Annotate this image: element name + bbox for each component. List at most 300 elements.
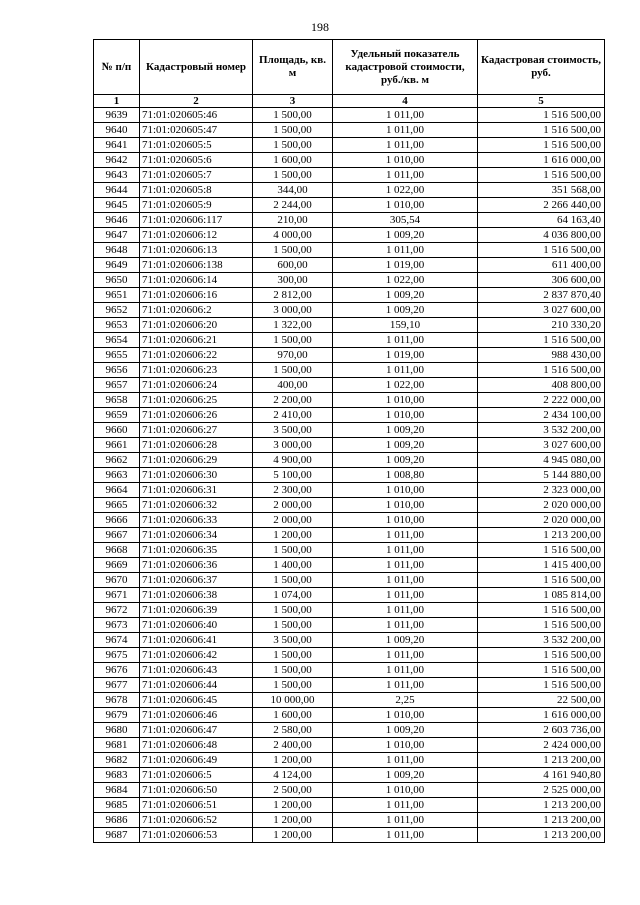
area-cell: 400,00 [253,378,333,393]
column-number: 4 [333,95,478,108]
column-number: 2 [140,95,253,108]
row-number-cell: 9658 [94,393,140,408]
unit-value-cell: 1 009,20 [333,288,478,303]
cadastral-number-cell: 71:01:020606:12 [140,228,253,243]
area-cell: 1 500,00 [253,678,333,693]
unit-value-cell: 1 019,00 [333,258,478,273]
area-cell: 1 322,00 [253,318,333,333]
unit-value-cell: 1 009,20 [333,723,478,738]
cadastral-number-cell: 71:01:020606:38 [140,588,253,603]
cadastral-value-cell: 2 434 100,00 [478,408,605,423]
unit-value-cell: 1 010,00 [333,198,478,213]
table-row [94,708,605,723]
cadastral-number-cell: 71:01:020606:31 [140,483,253,498]
unit-value-cell: 1 011,00 [333,138,478,153]
cadastral-value-cell: 1 516 500,00 [478,543,605,558]
table-row [94,528,605,543]
cadastral-number-cell: 71:01:020606:13 [140,243,253,258]
unit-value-cell: 1 009,20 [333,453,478,468]
cadastral-value-cell: 1 213 200,00 [478,798,605,813]
area-cell: 1 600,00 [253,708,333,723]
table-row [94,198,605,213]
area-cell: 2 500,00 [253,783,333,798]
area-cell: 2 000,00 [253,513,333,528]
table-row [94,303,605,318]
cadastral-number-cell: 71:01:020606:45 [140,693,253,708]
cadastral-number-cell: 71:01:020606:27 [140,423,253,438]
row-number-cell: 9649 [94,258,140,273]
unit-value-cell: 1 011,00 [333,663,478,678]
cadastral-value-cell: 210 330,20 [478,318,605,333]
row-number-cell: 9641 [94,138,140,153]
area-cell: 2 300,00 [253,483,333,498]
header-cadastral-value: Кадастровая стоимость, руб. [478,40,605,95]
unit-value-cell: 2,25 [333,693,478,708]
area-cell: 1 400,00 [253,558,333,573]
table-row [94,498,605,513]
area-cell: 1 500,00 [253,663,333,678]
unit-value-cell: 1 010,00 [333,708,478,723]
cadastral-number-cell: 71:01:020606:39 [140,603,253,618]
table-row [94,813,605,828]
unit-value-cell: 1 009,20 [333,633,478,648]
cadastral-number-cell: 71:01:020606:20 [140,318,253,333]
cadastral-value-cell: 408 800,00 [478,378,605,393]
table-row [94,228,605,243]
area-cell: 4 124,00 [253,768,333,783]
row-number-cell: 9659 [94,408,140,423]
unit-value-cell: 1 010,00 [333,483,478,498]
cadastral-value-cell: 4 161 940,80 [478,768,605,783]
cadastral-number-cell: 71:01:020606:49 [140,753,253,768]
row-number-cell: 9670 [94,573,140,588]
cadastral-value-cell: 4 945 080,00 [478,453,605,468]
header-unit-value: Удельный показатель кадастровой стоимости, руб./кв. м [333,40,478,95]
table-row [94,678,605,693]
cadastral-number-cell: 71:01:020605:9 [140,198,253,213]
cadastral-value-cell: 22 500,00 [478,693,605,708]
cadastral-number-cell: 71:01:020606:50 [140,783,253,798]
cadastral-number-cell: 71:01:020605:8 [140,183,253,198]
unit-value-cell: 1 011,00 [333,333,478,348]
row-number-cell: 9653 [94,318,140,333]
cadastral-number-cell: 71:01:020606:5 [140,768,253,783]
row-number-cell: 9667 [94,528,140,543]
row-number-cell: 9675 [94,648,140,663]
table-row [94,318,605,333]
cadastral-value-cell: 1 516 500,00 [478,648,605,663]
unit-value-cell: 1 011,00 [333,828,478,843]
area-cell: 3 500,00 [253,423,333,438]
area-cell: 2 580,00 [253,723,333,738]
cadastral-value-cell: 611 400,00 [478,258,605,273]
table-row [94,558,605,573]
table-row [94,828,605,843]
row-number-cell: 9680 [94,723,140,738]
row-number-cell: 9650 [94,273,140,288]
cadastral-number-cell: 71:01:020606:42 [140,648,253,663]
cadastral-value-cell: 1 516 500,00 [478,573,605,588]
unit-value-cell: 1 019,00 [333,348,478,363]
column-number-row [94,95,605,108]
row-number-cell: 9657 [94,378,140,393]
area-cell: 1 200,00 [253,753,333,768]
cadastral-number-cell: 71:01:020606:51 [140,798,253,813]
table-row [94,483,605,498]
area-cell: 3 500,00 [253,633,333,648]
row-number-cell: 9677 [94,678,140,693]
unit-value-cell: 1 010,00 [333,498,478,513]
cadastral-value-cell: 1 415 400,00 [478,558,605,573]
row-number-cell: 9663 [94,468,140,483]
cadastral-value-cell: 3 027 600,00 [478,438,605,453]
table-row [94,618,605,633]
area-cell: 1 500,00 [253,138,333,153]
unit-value-cell: 1 011,00 [333,588,478,603]
column-number: 5 [478,95,605,108]
cadastral-value-cell: 351 568,00 [478,183,605,198]
area-cell: 1 500,00 [253,333,333,348]
row-number-cell: 9656 [94,363,140,378]
row-number-cell: 9666 [94,513,140,528]
cadastral-value-cell: 2 837 870,40 [478,288,605,303]
unit-value-cell: 1 011,00 [333,543,478,558]
unit-value-cell: 1 010,00 [333,513,478,528]
cadastral-number-cell: 71:01:020606:52 [140,813,253,828]
cadastral-table [93,39,605,843]
table-row [94,123,605,138]
table-row [94,588,605,603]
cadastral-value-cell: 1 516 500,00 [478,663,605,678]
unit-value-cell: 1 011,00 [333,363,478,378]
unit-value-cell: 1 009,20 [333,228,478,243]
cadastral-value-cell: 306 600,00 [478,273,605,288]
unit-value-cell: 1 011,00 [333,813,478,828]
cadastral-value-cell: 2 525 000,00 [478,783,605,798]
area-cell: 1 500,00 [253,648,333,663]
table-row [94,468,605,483]
area-cell: 5 100,00 [253,468,333,483]
area-cell: 3 000,00 [253,303,333,318]
unit-value-cell: 1 011,00 [333,168,478,183]
table-row [94,798,605,813]
cadastral-value-cell: 2 222 000,00 [478,393,605,408]
row-number-cell: 9652 [94,303,140,318]
table-row [94,663,605,678]
unit-value-cell: 1 010,00 [333,738,478,753]
cadastral-number-cell: 71:01:020606:33 [140,513,253,528]
area-cell: 1 500,00 [253,243,333,258]
row-number-cell: 9676 [94,663,140,678]
row-number-cell: 9685 [94,798,140,813]
unit-value-cell: 159,10 [333,318,478,333]
unit-value-cell: 1 011,00 [333,108,478,123]
unit-value-cell: 305,54 [333,213,478,228]
row-number-cell: 9683 [94,768,140,783]
cadastral-value-cell: 1 516 500,00 [478,678,605,693]
area-cell: 1 200,00 [253,798,333,813]
table-row [94,768,605,783]
unit-value-cell: 1 008,80 [333,468,478,483]
area-cell: 1 500,00 [253,363,333,378]
cadastral-value-cell: 988 430,00 [478,348,605,363]
header-row [94,40,605,95]
area-cell: 2 400,00 [253,738,333,753]
area-cell: 4 900,00 [253,453,333,468]
cadastral-value-cell: 1 516 500,00 [478,168,605,183]
cadastral-number-cell: 71:01:020606:40 [140,618,253,633]
cadastral-value-cell: 4 036 800,00 [478,228,605,243]
table-row [94,153,605,168]
cadastral-number-cell: 71:01:020606:14 [140,273,253,288]
area-cell: 2 200,00 [253,393,333,408]
cadastral-number-cell: 71:01:020606:46 [140,708,253,723]
cadastral-number-cell: 71:01:020606:28 [140,438,253,453]
cadastral-value-cell: 1 516 500,00 [478,603,605,618]
cadastral-number-cell: 71:01:020606:26 [140,408,253,423]
area-cell: 2 244,00 [253,198,333,213]
unit-value-cell: 1 011,00 [333,603,478,618]
area-cell: 300,00 [253,273,333,288]
row-number-cell: 9665 [94,498,140,513]
unit-value-cell: 1 011,00 [333,123,478,138]
table-row [94,513,605,528]
cadastral-number-cell: 71:01:020606:32 [140,498,253,513]
table-row [94,543,605,558]
row-number-cell: 9681 [94,738,140,753]
cadastral-value-cell: 1 616 000,00 [478,153,605,168]
area-cell: 1 500,00 [253,603,333,618]
area-cell: 1 200,00 [253,813,333,828]
table-row [94,693,605,708]
cadastral-value-cell: 2 323 000,00 [478,483,605,498]
row-number-cell: 9671 [94,588,140,603]
row-number-cell: 9674 [94,633,140,648]
unit-value-cell: 1 011,00 [333,753,478,768]
cadastral-number-cell: 71:01:020605:5 [140,138,253,153]
unit-value-cell: 1 022,00 [333,183,478,198]
unit-value-cell: 1 022,00 [333,273,478,288]
cadastral-value-cell: 1 085 814,00 [478,588,605,603]
cadastral-value-cell: 1 213 200,00 [478,813,605,828]
cadastral-number-cell: 71:01:020606:36 [140,558,253,573]
table-row [94,633,605,648]
unit-value-cell: 1 010,00 [333,408,478,423]
cadastral-number-cell: 71:01:020606:29 [140,453,253,468]
area-cell: 210,00 [253,213,333,228]
cadastral-number-cell: 71:01:020606:48 [140,738,253,753]
table-row [94,573,605,588]
cadastral-number-cell: 71:01:020606:37 [140,573,253,588]
table-row [94,783,605,798]
row-number-cell: 9660 [94,423,140,438]
column-number: 3 [253,95,333,108]
table-row [94,378,605,393]
header-cadastral-number: Кадастровый номер [140,40,253,95]
unit-value-cell: 1 009,20 [333,303,478,318]
row-number-cell: 9646 [94,213,140,228]
row-number-cell: 9682 [94,753,140,768]
cadastral-value-cell: 1 213 200,00 [478,528,605,543]
cadastral-value-cell: 3 532 200,00 [478,633,605,648]
area-cell: 1 200,00 [253,528,333,543]
cadastral-number-cell: 71:01:020606:53 [140,828,253,843]
cadastral-value-cell: 1 213 200,00 [478,828,605,843]
cadastral-number-cell: 71:01:020606:30 [140,468,253,483]
row-number-cell: 9645 [94,198,140,213]
area-cell: 4 000,00 [253,228,333,243]
row-number-cell: 9678 [94,693,140,708]
unit-value-cell: 1 011,00 [333,573,478,588]
area-cell: 10 000,00 [253,693,333,708]
cadastral-number-cell: 71:01:020606:25 [140,393,253,408]
table-row [94,243,605,258]
row-number-cell: 9673 [94,618,140,633]
table-row [94,333,605,348]
unit-value-cell: 1 011,00 [333,618,478,633]
unit-value-cell: 1 010,00 [333,783,478,798]
area-cell: 2 410,00 [253,408,333,423]
unit-value-cell: 1 009,20 [333,768,478,783]
table-row [94,288,605,303]
unit-value-cell: 1 011,00 [333,558,478,573]
cadastral-number-cell: 71:01:020606:35 [140,543,253,558]
cadastral-value-cell: 1 516 500,00 [478,123,605,138]
cadastral-value-cell: 2 266 440,00 [478,198,605,213]
row-number-cell: 9651 [94,288,140,303]
cadastral-number-cell: 71:01:020605:7 [140,168,253,183]
table-row [94,453,605,468]
unit-value-cell: 1 011,00 [333,243,478,258]
cadastral-number-cell: 71:01:020605:47 [140,123,253,138]
cadastral-number-cell: 71:01:020606:23 [140,363,253,378]
cadastral-number-cell: 71:01:020606:47 [140,723,253,738]
table-row [94,738,605,753]
row-number-cell: 9647 [94,228,140,243]
table-row [94,363,605,378]
area-cell: 1 500,00 [253,108,333,123]
area-cell: 1 074,00 [253,588,333,603]
row-number-cell: 9655 [94,348,140,363]
table-body [94,108,605,843]
page-number: 198 [311,20,329,34]
row-number-cell: 9648 [94,243,140,258]
cadastral-value-cell: 1 516 500,00 [478,618,605,633]
unit-value-cell: 1 010,00 [333,153,478,168]
cadastral-value-cell: 2 020 000,00 [478,513,605,528]
cadastral-value-cell: 1 516 500,00 [478,333,605,348]
unit-value-cell: 1 011,00 [333,528,478,543]
cadastral-value-cell: 1 213 200,00 [478,753,605,768]
area-cell: 2 812,00 [253,288,333,303]
table-row [94,213,605,228]
row-number-cell: 9644 [94,183,140,198]
cadastral-number-cell: 71:01:020606:41 [140,633,253,648]
cadastral-number-cell: 71:01:020606:44 [140,678,253,693]
row-number-cell: 9654 [94,333,140,348]
header-row-number: № п/п [94,40,140,95]
cadastral-number-cell: 71:01:020606:34 [140,528,253,543]
area-cell: 970,00 [253,348,333,363]
area-cell: 1 600,00 [253,153,333,168]
area-cell: 1 500,00 [253,123,333,138]
area-cell: 1 200,00 [253,828,333,843]
cadastral-value-cell: 1 516 500,00 [478,138,605,153]
row-number-cell: 9664 [94,483,140,498]
cadastral-number-cell: 71:01:020606:138 [140,258,253,273]
row-number-cell: 9687 [94,828,140,843]
row-number-cell: 9686 [94,813,140,828]
table-row [94,273,605,288]
table-row [94,183,605,198]
column-number: 1 [94,95,140,108]
cadastral-value-cell: 3 532 200,00 [478,423,605,438]
row-number-cell: 9669 [94,558,140,573]
table-row [94,168,605,183]
unit-value-cell: 1 011,00 [333,648,478,663]
area-cell: 3 000,00 [253,438,333,453]
cadastral-value-cell: 1 516 500,00 [478,108,605,123]
table-row [94,648,605,663]
cadastral-number-cell: 71:01:020606:117 [140,213,253,228]
area-cell: 1 500,00 [253,543,333,558]
cadastral-number-cell: 71:01:020606:16 [140,288,253,303]
table-row [94,393,605,408]
table-row [94,348,605,363]
area-cell: 344,00 [253,183,333,198]
cadastral-value-cell: 5 144 880,00 [478,468,605,483]
area-cell: 2 000,00 [253,498,333,513]
table-row [94,258,605,273]
cadastral-number-cell: 71:01:020605:46 [140,108,253,123]
table-row [94,408,605,423]
area-cell: 1 500,00 [253,618,333,633]
row-number-cell: 9672 [94,603,140,618]
unit-value-cell: 1 022,00 [333,378,478,393]
header-area: Площадь, кв. м [253,40,333,95]
cadastral-value-cell: 1 516 500,00 [478,243,605,258]
unit-value-cell: 1 011,00 [333,798,478,813]
table-row [94,723,605,738]
cadastral-value-cell: 2 424 000,00 [478,738,605,753]
cadastral-value-cell: 1 516 500,00 [478,363,605,378]
cadastral-number-cell: 71:01:020606:2 [140,303,253,318]
row-number-cell: 9639 [94,108,140,123]
cadastral-value-cell: 2 020 000,00 [478,498,605,513]
cadastral-number-cell: 71:01:020606:21 [140,333,253,348]
area-cell: 1 500,00 [253,168,333,183]
row-number-cell: 9684 [94,783,140,798]
row-number-cell: 9661 [94,438,140,453]
unit-value-cell: 1 011,00 [333,678,478,693]
unit-value-cell: 1 010,00 [333,393,478,408]
row-number-cell: 9643 [94,168,140,183]
unit-value-cell: 1 009,20 [333,423,478,438]
cadastral-value-cell: 2 603 736,00 [478,723,605,738]
cadastral-value-cell: 64 163,40 [478,213,605,228]
cadastral-value-cell: 1 616 000,00 [478,708,605,723]
area-cell: 1 500,00 [253,573,333,588]
row-number-cell: 9679 [94,708,140,723]
row-number-cell: 9668 [94,543,140,558]
row-number-cell: 9640 [94,123,140,138]
table-row [94,138,605,153]
cadastral-number-cell: 71:01:020606:43 [140,663,253,678]
area-cell: 600,00 [253,258,333,273]
table-row [94,108,605,123]
cadastral-number-cell: 71:01:020605:6 [140,153,253,168]
cadastral-number-cell: 71:01:020606:22 [140,348,253,363]
